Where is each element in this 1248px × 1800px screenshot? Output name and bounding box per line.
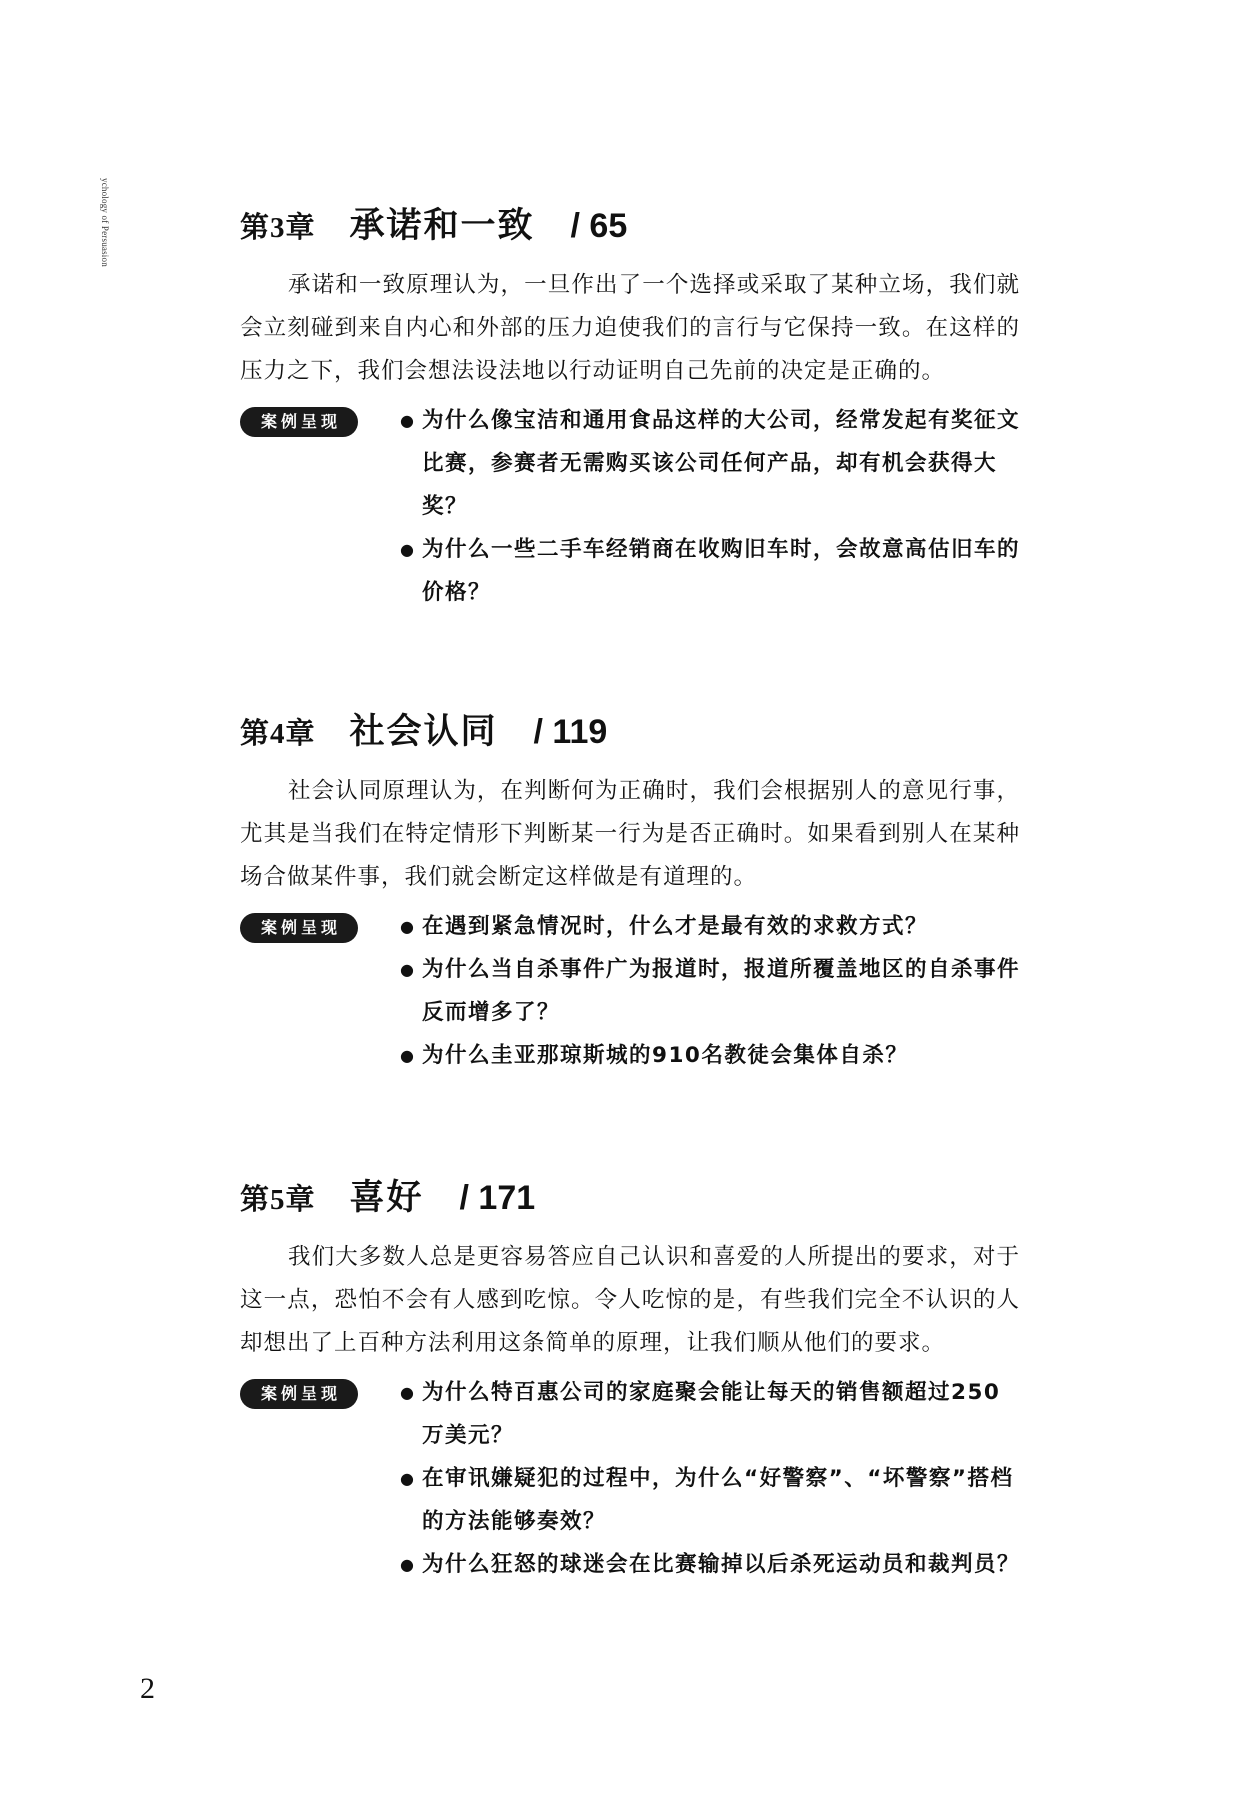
chapter-heading	[240, 704, 1020, 760]
bullet-icon: ●	[400, 960, 416, 979]
case-list	[400, 399, 1020, 614]
bullet-icon: ●	[400, 411, 416, 430]
case-section	[240, 399, 1020, 614]
case-text: 为什么像宝洁和通用食品这样的大公司，经常发起有奖征文比赛，参赛者无需购买该公司任何产品，却有机会获得大奖？	[422, 408, 1021, 519]
case-item	[400, 905, 1020, 948]
chapter-4	[240, 704, 1020, 1077]
chapter-title: 喜好	[349, 1178, 424, 1218]
case-label-badge: 案例呈现	[240, 407, 358, 437]
chapter-number: 第5章	[240, 1184, 316, 1216]
bullet-icon: ●	[400, 1469, 416, 1488]
bullet-icon: ●	[400, 540, 416, 559]
case-text: 为什么圭亚那琼斯城的910名教徒会集体自杀？	[422, 1043, 909, 1068]
case-list	[400, 905, 1020, 1077]
chapter-number: 第4章	[240, 718, 316, 750]
chapter-heading	[240, 198, 1020, 254]
case-text: 为什么当自杀事件广为报道时，报道所覆盖地区的自杀事件反而增多了？	[422, 957, 1021, 1025]
case-section	[240, 905, 1020, 1077]
chapter-page-ref: / 119	[533, 713, 608, 751]
case-item	[400, 528, 1020, 614]
chapter-summary: 我们大多数人总是更容易答应自己认识和喜爱的人所提出的要求，对于这一点，恐怕不会有人感到吃惊。令人吃惊的是，有些我们完全不认识的人却想出了上百种方法利用这条简单的原理，让我们顺从他们的要求。	[240, 1244, 1020, 1356]
chapter-3	[240, 198, 1020, 614]
page-number: 2	[140, 1672, 155, 1705]
running-header-vertical: ychology of Persuasion	[100, 178, 110, 267]
chapter-heading	[240, 1170, 1020, 1226]
chapter-number: 第3章	[240, 212, 316, 244]
case-section	[240, 1371, 1020, 1586]
case-label-badge: 案例呈现	[240, 1379, 358, 1409]
chapter-summary: 社会认同原理认为，在判断何为正确时，我们会根据别人的意见行事，尤其是当我们在特定情形下判断某一行为是否正确时。如果看到别人在某种场合做某件事，我们就会断定这样做是有道理的。	[240, 778, 1020, 890]
case-text: 为什么特百惠公司的家庭聚会能让每天的销售额超过250万美元？	[422, 1380, 1001, 1448]
case-item	[400, 1457, 1020, 1543]
chapter-5	[240, 1170, 1020, 1586]
case-item	[400, 948, 1020, 1034]
case-list	[400, 1371, 1020, 1586]
chapter-page-ref: / 65	[570, 207, 628, 245]
chapter-summary: 承诺和一致原理认为，一旦作出了一个选择或采取了某种立场，我们就会立刻碰到来自内心和外部的压力迫使我们的言行与它保持一致。在这样的压力之下，我们会想法设法地以行动证明自己先前的决定是正确的。	[240, 272, 1020, 384]
chapter-title: 承诺和一致	[349, 206, 535, 246]
case-item	[400, 399, 1020, 528]
case-text: 在遇到紧急情况时，什么才是最有效的求救方式？	[422, 914, 929, 939]
case-text: 为什么一些二手车经销商在收购旧车时，会故意高估旧车的价格？	[422, 537, 1021, 605]
case-text: 在审讯嫌疑犯的过程中，为什么“好警察”、“坏警察”搭档的方法能够奏效？	[422, 1466, 1014, 1534]
chapter-title: 社会认同	[349, 712, 498, 752]
bullet-icon: ●	[400, 1555, 416, 1574]
chapter-page-ref: / 171	[459, 1179, 536, 1217]
bullet-icon: ●	[400, 1046, 416, 1065]
case-text: 为什么狂怒的球迷会在比赛输掉以后杀死运动员和裁判员？	[422, 1552, 1021, 1577]
bullet-icon: ●	[400, 1383, 416, 1402]
case-item	[400, 1543, 1020, 1586]
case-label-badge: 案例呈现	[240, 913, 358, 943]
case-item	[400, 1371, 1020, 1457]
case-item	[400, 1034, 1020, 1077]
bullet-icon: ●	[400, 917, 416, 936]
